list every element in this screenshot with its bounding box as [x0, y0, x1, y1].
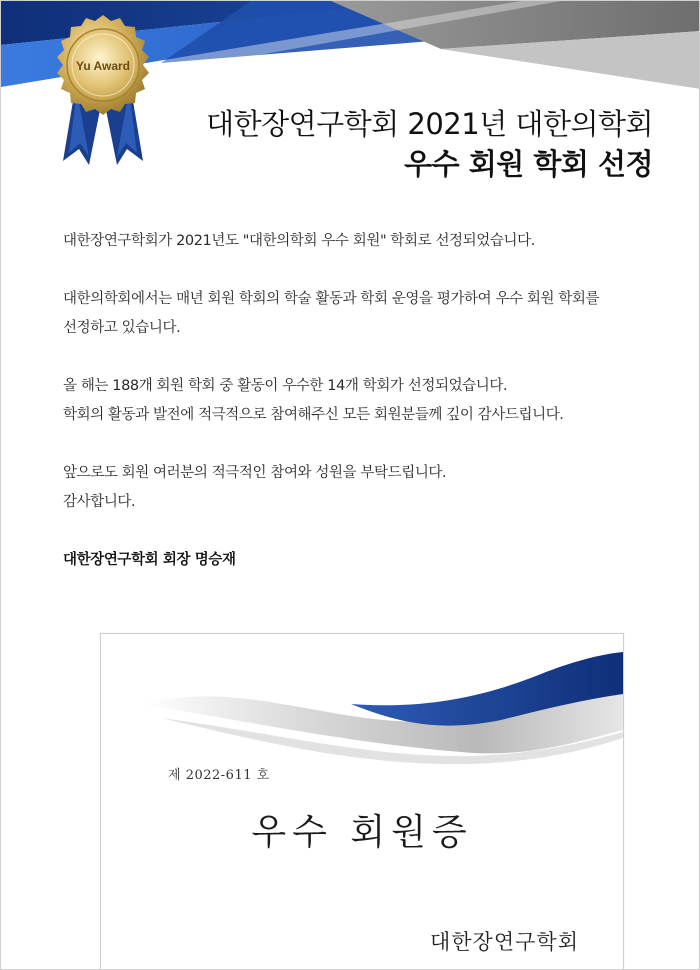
page-title — [206, 104, 653, 184]
paragraph-3-line-1: 올 해는 188개 회원 학회 중 활동이 우수한 14개 학회가 선정되었습니다. — [63, 378, 508, 394]
title-line-2: 우수 회원 학회 선정 — [404, 147, 653, 181]
paragraph-3-line-2: 학회의 활동과 발전에 적극적으로 참여해주신 모든 회원분들께 깊이 감사드립니다. — [63, 407, 564, 423]
paragraph-2-line-2: 선정하고 있습니다. — [63, 320, 181, 336]
award-badge-icon — [45, 9, 161, 169]
announcement-body — [63, 227, 663, 575]
paragraph-1: 대한장연구학회가 2021년도 "대한의학회 우수 회원" 학회로 선정되었습니다. — [63, 233, 535, 249]
certificate-image — [100, 633, 624, 970]
certificate-number: 제 2022-611 호 — [168, 768, 270, 783]
certificate-wave-decoration — [101, 634, 623, 814]
paragraph-2-line-1: 대한의학회에서는 매년 회원 학회의 학술 활동과 학회 운영을 평가하여 우수 회원 학회를 — [63, 291, 600, 307]
paragraph-4-line-1: 앞으로도 회원 여러분의 적극적인 참여와 성원을 부탁드립니다. — [63, 465, 447, 481]
title-line-1: 대한장연구학회 2021년 대한의학회 — [206, 107, 653, 141]
paragraph-4-line-2: 감사합니다. — [63, 494, 136, 510]
certificate-title: 우수 회원증 — [251, 812, 473, 853]
certificate-issuer: 대한장연구학회 — [429, 930, 579, 954]
signature: 대한장연구학회 회장 명승재 — [63, 552, 236, 568]
badge-label: Yu Award — [75, 59, 131, 73]
